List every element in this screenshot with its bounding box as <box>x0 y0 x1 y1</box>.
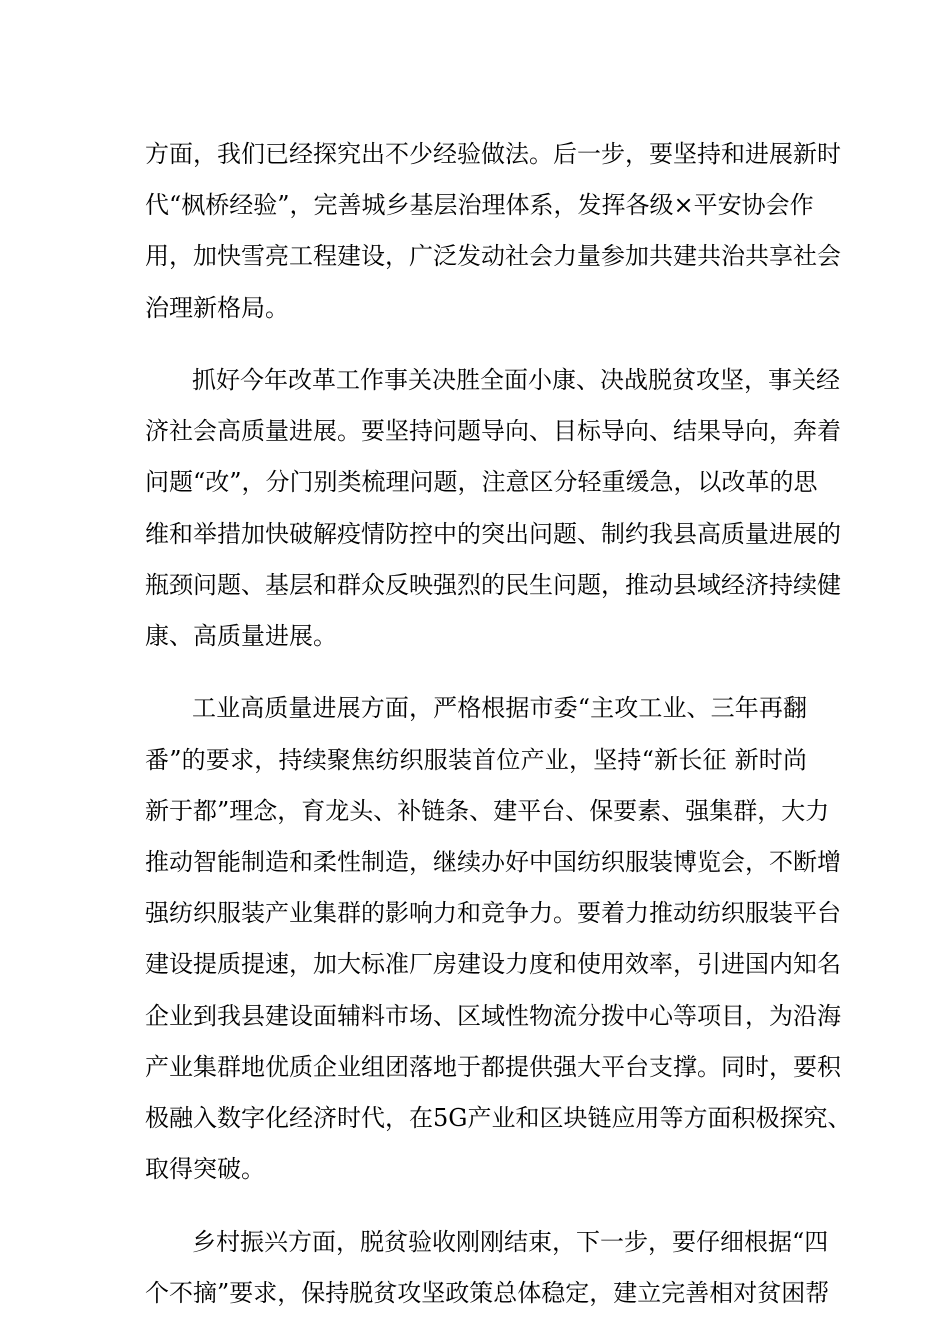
text-line: 取得突破。 <box>145 1155 265 1184</box>
text-line: 抓好今年改革工作事关决胜全面小康、决战脱贫攻坚，事关经 <box>192 366 840 395</box>
text-line: 乡村振兴方面，脱贫验收刚刚结束，下一步，要仔细根据“四 <box>192 1227 829 1256</box>
text-line: 推动智能制造和柔性制造，继续办好中国纺织服装博览会，不断增 <box>145 848 841 877</box>
text-line: 用，加快雪亮工程建设，广泛发动社会力量参加共建共治共享社会 <box>145 242 841 271</box>
text-line: 极融入数字化经济时代，在5G产业和区块链应用等方面积极探究、 <box>145 1103 852 1132</box>
text-line: 济社会高质量进展。要坚持问题导向、目标导向、结果导向，奔着 <box>145 417 841 446</box>
text-line: 工业高质量进展方面，严格根据市委“主攻工业、三年再翻 <box>192 694 807 723</box>
text-line: 强纺织服装产业集群的影响力和竞争力。要着力推动纺织服装平台 <box>145 899 841 928</box>
text-line: 瓶颈问题、基层和群众反映强烈的民生问题，推动县域经济持续健 <box>145 570 841 599</box>
text-line: 问题“改”，分门别类梳理问题，注意区分轻重缓急，以改革的思 <box>145 468 818 497</box>
text-line: 企业到我县建设面辅料市场、区域性物流分拨中心等项目，为沿海 <box>145 1001 841 1030</box>
text-line: 番”的要求，持续聚焦纺织服装首位产业，坚持“新长征 新时尚 <box>145 745 807 774</box>
paragraph <box>145 1217 830 1319</box>
body-text <box>145 129 852 1319</box>
paragraph <box>145 129 841 334</box>
text-line: 建设提质提速，加大标准厂房建设力度和使用效率，引进国内知名 <box>145 950 841 979</box>
text-line: 个不摘”要求，保持脱贫攻坚政策总体稳定，建立完善相对贫困帮 <box>145 1278 830 1307</box>
text-line: 治理新格局。 <box>145 293 289 322</box>
text-line: 维和举措加快破解疫情防控中的突出问题、制约我县高质量进展的 <box>145 519 841 548</box>
paragraph <box>145 355 841 662</box>
paragraph <box>145 683 852 1195</box>
text-line: 康、高质量进展。 <box>145 621 337 650</box>
text-line: 方面，我们已经探究出不少经验做法。后一步，要坚持和进展新时 <box>145 140 841 168</box>
text-line: 代“枫桥经验”，完善城乡基层治理体系，发挥各级×平安协会作 <box>145 191 814 220</box>
text-line: 产业集群地优质企业组团落地于都提供强大平台支撑。同时，要积 <box>145 1052 841 1081</box>
text-line: 新于都”理念，育龙头、补链条、建平台、保要素、强集群，大力 <box>145 796 830 825</box>
